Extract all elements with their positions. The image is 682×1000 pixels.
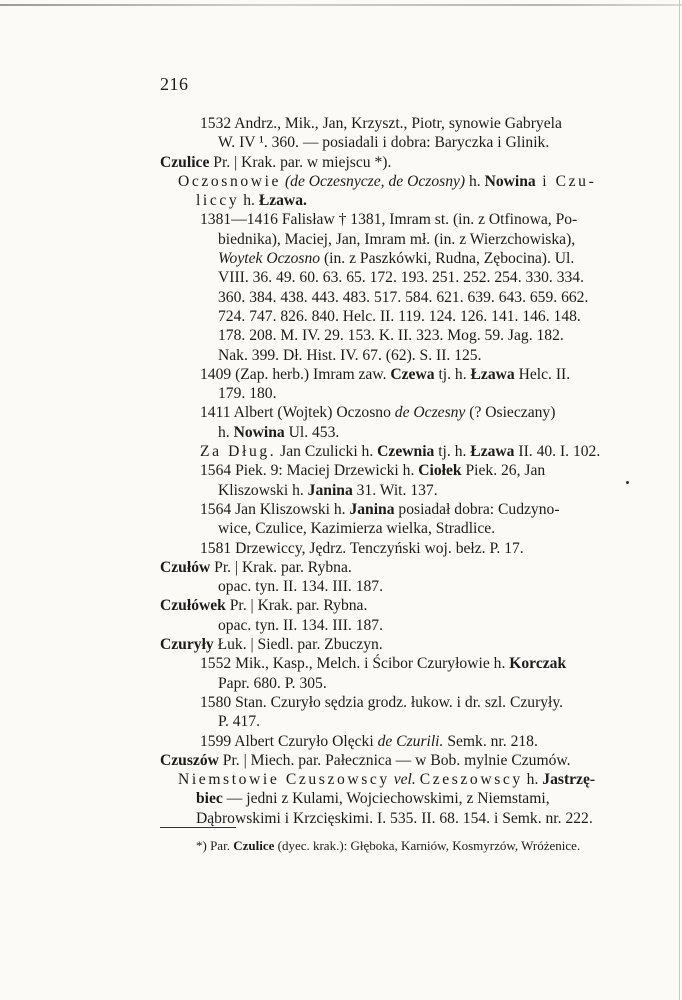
family-name: liccy	[196, 192, 240, 210]
coat-of-arms: Łzawa.	[258, 192, 307, 210]
entry-text: Helc. II.	[514, 365, 571, 383]
entry-text: II. 40. I. 102.	[514, 443, 601, 461]
footnote-mark: *) Par.	[196, 838, 234, 853]
entry-text: h.	[465, 172, 485, 190]
reference-list: 724. 747. 826. 840. Helc. II. 119. 124. 126. 141. 146. 148.	[218, 307, 581, 325]
headword-line	[0, 153, 682, 172]
family-variants: vel.	[393, 771, 416, 789]
entry-text: h.	[218, 423, 234, 441]
coat-of-arms: Nowina	[233, 423, 285, 441]
footnote-divider	[160, 827, 236, 828]
family-variants: (de Oczesnycze, de Oczosny)	[284, 172, 466, 190]
entry-text: tj. h.	[434, 443, 471, 461]
print-speck	[626, 481, 629, 484]
entry-text: Pr. | Krak. par. Rybna.	[210, 558, 352, 576]
headword: Czułówek	[160, 597, 226, 615]
coat-of-arms: Czewnia	[377, 443, 435, 461]
entry-label: Za Dług.	[200, 443, 277, 461]
reference-list: 178. 208. M. IV. 29. 153. K. II. 323. Mog. 59. Jag. 182.	[218, 327, 564, 345]
place-name: de Czurili.	[377, 732, 444, 750]
coat-of-arms: Łzawa	[470, 365, 515, 383]
coat-of-arms: biec	[196, 790, 223, 808]
page-number: 216	[160, 74, 189, 94]
entry-text: opac. tyn. II. 134. III. 187.	[218, 616, 383, 634]
entry-text: 1411 Albert (Wojtek) Oczosno	[200, 404, 395, 422]
coat-of-arms: Czewa	[390, 365, 435, 383]
coat-of-arms: Nowina	[484, 172, 536, 190]
entry-text: 1580 Stan. Czuryło sędzia grodz. łukow. i dr. szl. Czuryły.	[200, 693, 564, 711]
entry-text: Kliszowski h.	[218, 481, 308, 499]
person-name: Woytek Oczosno	[218, 250, 321, 268]
entry-text: 1409 (Zap. herb.) Imram zaw.	[200, 365, 391, 383]
coat-of-arms: Jastrzę-	[542, 771, 596, 789]
family-line	[0, 191, 682, 210]
footnote	[196, 838, 580, 854]
entry-text: Dąbrowskimi i Krzcięskimi. I. 535. II. 68. 154. i Semk. nr. 222.	[196, 809, 593, 827]
headword: Czuszów	[160, 751, 219, 769]
coat-of-arms: Janina	[307, 481, 353, 499]
reference-list: 360. 384. 438. 443. 483. 517. 584. 621. 639. 643. 659. 662.	[218, 288, 589, 306]
reference-list: VIII. 36. 49. 60. 63. 65. 172. 193. 251. 252. 254. 330. 334.	[218, 269, 585, 287]
entry-text: tj. h.	[434, 365, 471, 383]
entry-text: Pr. | Krak. par. Rybna.	[225, 597, 368, 615]
entry-text: 1381—1416 Falisław † 1381, Imram st. (in. z Otfinowa, Po-	[200, 211, 578, 229]
entry-text: Papr. 680. P. 305.	[218, 674, 327, 692]
entry-text: h.	[239, 192, 259, 210]
entry-text: i Czu-	[535, 172, 597, 190]
entry-text: 31. Wit. 137.	[352, 481, 438, 499]
entry-text: opac. tyn. II. 134. III. 187.	[218, 578, 383, 596]
place-name: de Oczesny	[394, 404, 466, 422]
entry-text: 1532 Andrz., Mik., Jan, Krzyszt., Piotr, synowie Gabryela	[200, 115, 562, 132]
entry-text: wice, Czulice, Kazimierza wielka, Stradlice.	[218, 520, 496, 538]
entry-text: Semk. nr. 218.	[443, 732, 538, 750]
family-name: Czeszowscy	[419, 771, 523, 789]
entry-text: — jedni z Kulami, Wojciechowskimi, z Niemstami,	[222, 790, 550, 808]
entry-text: W. IV ¹. 360. — posiadali i dobra: Baryczka i Glinik.	[218, 134, 550, 152]
coat-of-arms: Ciołek	[418, 462, 462, 480]
entry-text: Pr. | Miech. par. Pałecznica — w Bob. mylnie Czumów.	[218, 751, 571, 769]
footnote-term: Czulice	[233, 838, 275, 853]
document-body	[0, 114, 682, 828]
entry-text: biednika), Maciej, Jan, Imram mł. (in. z Wierzchowiska),	[218, 230, 576, 248]
entry-text: Ul. 453.	[284, 423, 340, 441]
entry-text: 1599 Albert Czuryło Olęcki	[200, 732, 378, 750]
headword: Czuryły	[160, 636, 214, 654]
headword: Czulice	[160, 153, 210, 171]
entry-text: Pr. | Krak. par. w miejscu *).	[209, 153, 392, 171]
entry-text: 1564 Piek. 9: Maciej Drzewicki h.	[200, 462, 419, 480]
entry-text: Piek. 26, Jan	[461, 462, 546, 480]
family-name: Niemstowie Czuszowscy	[178, 771, 390, 789]
entry-text: 1564 Jan Kliszowski h.	[200, 500, 350, 518]
entry-line	[0, 133, 682, 152]
entry-text: 179. 180.	[218, 385, 277, 403]
entry-text: 1552 Mik., Kasp., Melch. i Ścibor Czuryłowie h.	[200, 655, 510, 673]
coat-of-arms: Janina	[349, 500, 395, 518]
family-name: Oczosnowie	[178, 172, 282, 190]
family-line	[0, 172, 682, 191]
coat-of-arms: Łzawa	[470, 443, 515, 461]
reference-list: Nak. 399. Dł. Hist. IV. 67. (62). S. II. 125.	[218, 346, 482, 364]
headword: Czułów	[160, 558, 211, 576]
entry-text: posiadał dobra: Cudzyno-	[394, 500, 560, 518]
scan-border-top	[0, 4, 682, 6]
entry-text: 1581 Drzewiccy, Jędrz. Tenczyński woj. bełz. P. 17.	[200, 539, 524, 557]
entry-line	[0, 114, 682, 133]
footnote-text: (dyec. krak.): Głęboka, Karniów, Kosmyrzów, Wróżenice.	[274, 838, 581, 853]
entry-text: (in. z Paszkówki, Rudna, Zębocina). Ul.	[320, 250, 575, 268]
entry-text: h.	[522, 771, 543, 789]
entry-text: P. 417.	[218, 713, 261, 731]
coat-of-arms: Korczak	[509, 655, 567, 673]
entry-text: (? Osieczany)	[465, 404, 556, 422]
entry-text: Łuk. | Siedl. par. Zbuczyn.	[213, 636, 383, 654]
entry-text: Jan Czulicki h.	[276, 443, 378, 461]
